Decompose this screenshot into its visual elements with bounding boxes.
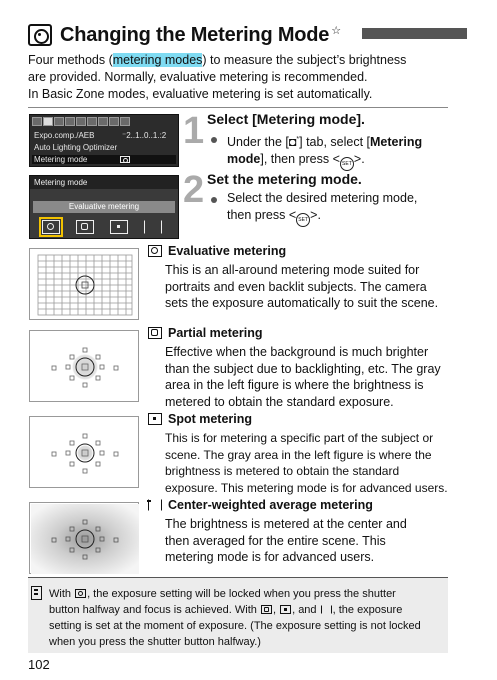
partial-metering-icon <box>261 605 272 614</box>
selected-mode-label: Evaluative metering <box>33 201 175 213</box>
menu-tab <box>87 117 97 126</box>
mode-icon-row <box>42 220 162 234</box>
set-button-icon: SET <box>296 213 310 227</box>
camera-menu-screen <box>29 114 179 167</box>
menu-row-auto-lighting: Auto Lighting Optimizer <box>34 143 118 152</box>
spot-figure <box>30 417 140 489</box>
spot-metering-icon <box>280 605 291 614</box>
menu-row-expo-comp: Expo.comp./AEB ⁻2..1..0..1.:2 <box>34 131 167 140</box>
center-weighted-metering-diagram <box>29 502 139 574</box>
mode-heading-center-weighted: Center-weighted average metering <box>148 498 373 512</box>
step-2-title: Set the metering mode. <box>207 171 362 187</box>
center-weighted-figure <box>30 503 140 575</box>
evaluative-metering-icon <box>28 24 52 46</box>
mode-heading-evaluative: Evaluative metering <box>148 244 286 258</box>
menu-tabs <box>32 117 130 126</box>
menu-tab <box>65 117 75 126</box>
partial-metering-icon <box>148 327 162 339</box>
evaluative-metering-icon <box>148 245 162 257</box>
screen-header: Metering mode <box>30 176 178 189</box>
mode-description-spot: This is for metering a specific part of the subject or scene. The gray area in the left figure is where the brightness is metered to obtain the standard exposure. This metering mode is for advanced users. <box>165 431 448 495</box>
menu-tab-active <box>43 117 53 126</box>
intro-paragraph: Four methods (metering modes) to measure the subject’s brightness are provided. Normally, evaluative metering is recommended. In Basic Zone modes, evaluative metering is set automatically. <box>28 53 407 101</box>
menu-tab <box>120 117 130 126</box>
step-2-text: Select the desired metering mode, then press < SET >. <box>227 190 457 227</box>
title-text: Changing the Metering Mode ☆ <box>60 23 341 46</box>
set-button-icon: SET <box>340 157 354 171</box>
mode-description-evaluative: This is an all-around metering mode suited for portraits and even backlit subjects. The camera sets the exposure automatically to suit the scene. <box>165 263 439 310</box>
step-1-title: Select [Metering mode]. <box>207 111 365 127</box>
partial-figure <box>30 331 140 403</box>
menu-tab <box>109 117 119 126</box>
center-weighted-metering-icon <box>321 605 332 614</box>
bullet-icon <box>211 137 217 143</box>
page-number: 102 <box>28 657 50 672</box>
spot-metering-icon <box>110 220 128 234</box>
mode-description-partial: Effective when the background is much brighter than the subject due to backlighting, etc. The gray area in the left figure is where the brightness is metered to obtain the standard exposure. <box>165 345 441 409</box>
partial-metering-diagram <box>29 330 139 402</box>
evaluative-metering-icon <box>42 220 60 234</box>
center-weighted-metering-icon <box>144 220 162 234</box>
divider <box>28 107 448 108</box>
step-2-number: 2 <box>183 169 205 211</box>
note-box <box>28 577 448 653</box>
menu-tab <box>76 117 86 126</box>
menu-tab <box>54 117 64 126</box>
note-text: With , the exposure setting will be locked when you press the shutter button halfway and focus is achieved. With , , and , the exposure setting is set at the moment of exposure. (The exposure setting is not locked when you press the shutter button halfway.) <box>49 588 421 648</box>
step-1-number: 1 <box>183 110 205 152</box>
mode-description-center-weighted: The brightness is metered at the center and then averaged for the entire scene. This metering mode is for advanced users. <box>165 517 407 564</box>
evaluative-metering-diagram <box>29 248 139 320</box>
menu-tab <box>32 117 42 126</box>
bullet-icon <box>211 197 217 203</box>
evaluative-grid-figure <box>30 249 140 321</box>
camera-tab-icon: ◘ <box>288 135 297 150</box>
spot-metering-diagram <box>29 416 139 488</box>
menu-row-metering-mode: Metering mode <box>32 155 176 164</box>
mode-heading-partial: Partial metering <box>148 326 262 340</box>
partial-metering-icon <box>76 220 94 234</box>
menu-tab <box>98 117 108 126</box>
center-weighted-metering-icon <box>148 499 162 511</box>
memo-icon <box>31 586 42 600</box>
star-mark: ☆ <box>331 24 341 37</box>
spot-metering-icon <box>148 413 162 425</box>
title-decor-bar <box>362 28 467 39</box>
evaluative-metering-icon <box>75 589 86 598</box>
evaluative-metering-icon <box>120 156 130 163</box>
camera-metering-screen <box>29 175 179 239</box>
highlight-metering-modes: metering modes <box>112 53 203 67</box>
step-1-text: Under the [◘*] tab, select [Metering mode], then press < SET >. <box>227 131 457 171</box>
mode-heading-spot: Spot metering <box>148 412 252 426</box>
